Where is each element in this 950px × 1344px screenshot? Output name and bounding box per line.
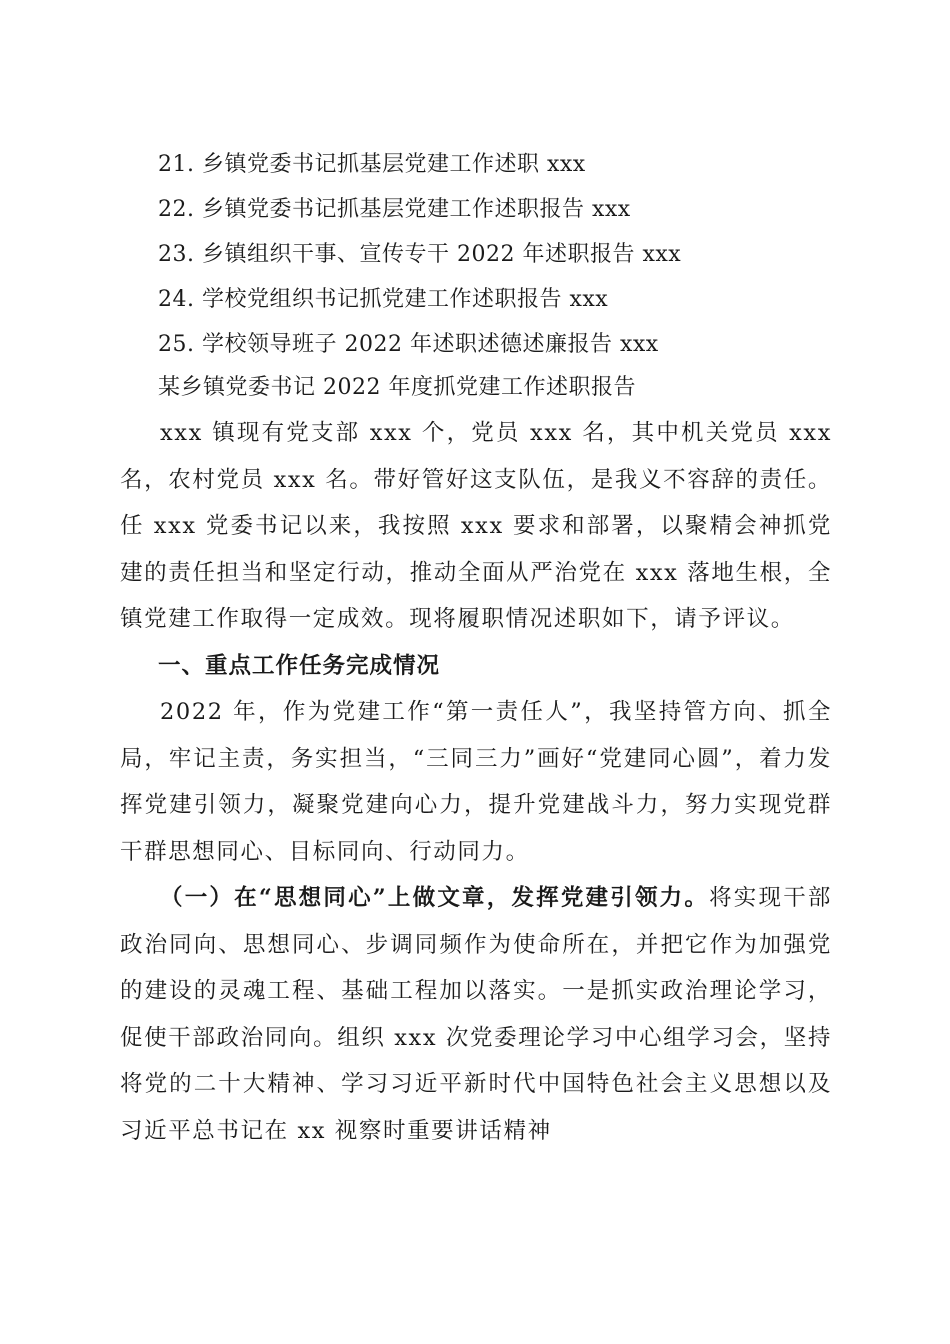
list-item: 23. 乡镇组织干事、宣传专干 2022 年述职报告 xxx bbox=[158, 242, 682, 267]
list-item: 21. 乡镇党委书记抓基层党建工作述职 xxx bbox=[158, 152, 586, 177]
section-heading: 一、重点工作任务完成情况 bbox=[158, 652, 441, 679]
list-item: 22. 乡镇党委书记抓基层党建工作述职报告 xxx bbox=[158, 197, 631, 222]
document-title: 某乡镇党委书记 2022 年度抓党建工作述职报告 bbox=[158, 375, 636, 400]
intro-paragraph: xxx 镇现有党支部 xxx 个，党员 xxx 名，其中机关党员 xxx 名，农村党员 xxx 名。带好管好这支队伍，是我义不容辞的责任。任 xxx 党委书记以来，我按照 xxx 要求和部署，以聚精会神抓党建的责任担当和坚定行动，推动全面从严治党在 xxx 落地生根，全镇党建工作取得一定成效。现将履职情况述职如下，请予评议。 bbox=[120, 420, 832, 632]
subsection-lead: （一）在“思想同心”上做文章，发挥党建引领力。 bbox=[160, 885, 710, 911]
related-articles-list bbox=[158, 142, 838, 367]
subsection-paragraph bbox=[120, 875, 832, 1154]
list-item: 25. 学校领导班子 2022 年述职述德述廉报告 xxx bbox=[158, 332, 659, 357]
list-item: 24. 学校党组织书记抓党建工作述职报告 xxx bbox=[158, 287, 609, 312]
section-paragraph: 2022 年，作为党建工作“第一责任人”，我坚持管方向、抓全局，牢记主责，务实担当，“三同三力”画好“党建同心圆”，着力发挥党建引领力，凝聚党建向心力，提升党建战斗力，努力实现党群干群思想同心、目标同向、行动同力。 bbox=[120, 699, 832, 865]
report-body bbox=[120, 365, 832, 1154]
subsection-text: 将实现干部政治同向、思想同心、步调同频作为使命所在，并把它作为加强党的建设的灵魂工程、基础工程加以落实。一是抓实政治理论学习，促使干部政治同向。组织 xxx 次党委理论学习中心组学习会，坚持将党的二十大精神、学习习近平新时代中国特色社会主义思想以及习近平总书记在 xx 视察时重要讲话精神 bbox=[120, 885, 832, 1144]
